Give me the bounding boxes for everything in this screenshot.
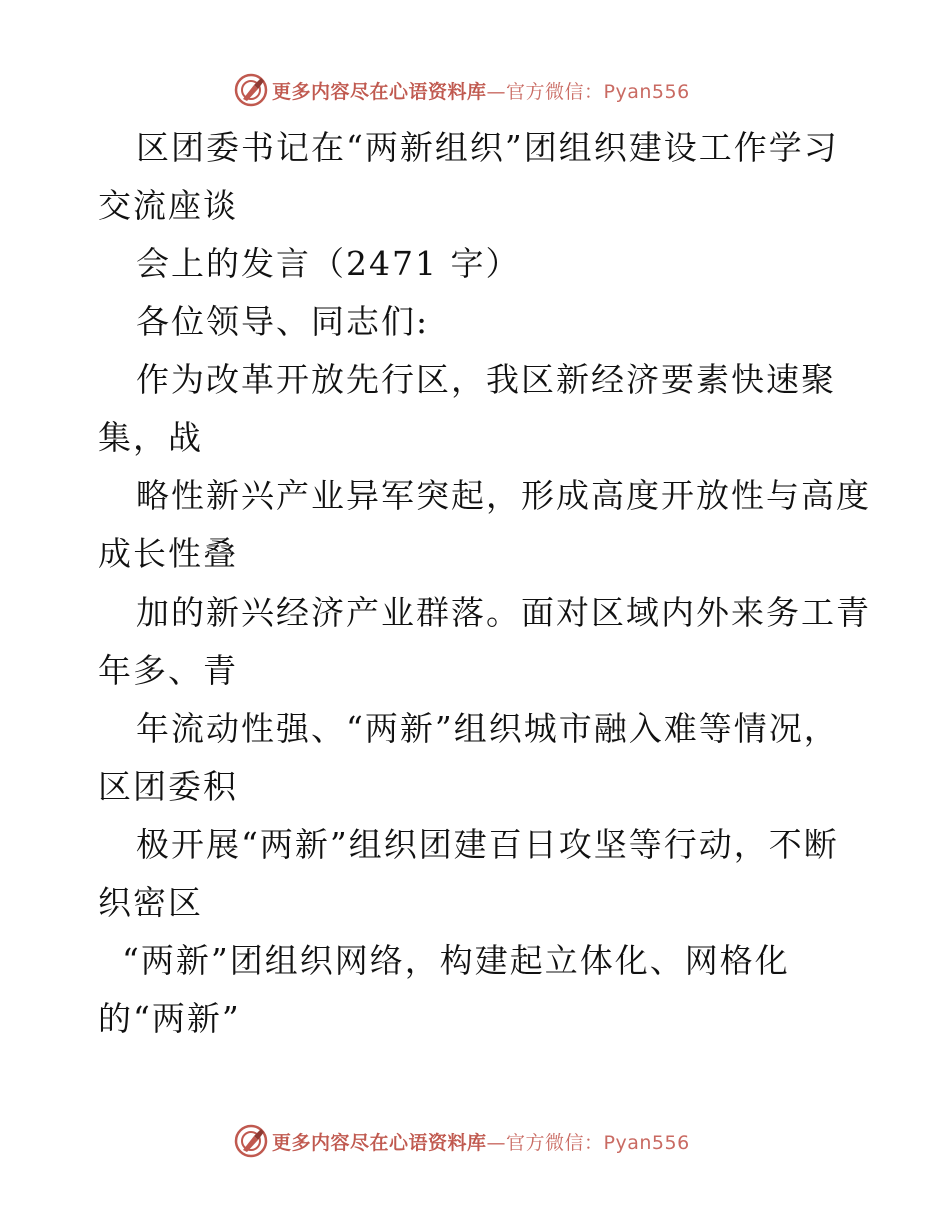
body-line: 略性新兴产业异军突起，形成高度开放性与高度: [136, 476, 871, 515]
header-separator: —: [486, 80, 507, 103]
document-title-line-2: 交流座谈: [98, 186, 238, 225]
body-line: 年流动性强、“两新”组织城市融入难等情况，: [136, 709, 839, 748]
body-line: 织密区: [98, 883, 203, 922]
document-title-line-3: 会上的发言（2471 字）: [136, 244, 521, 283]
footer-brand: 更多内容尽在心语资料库: [272, 1131, 487, 1154]
footer-separator: —: [486, 1131, 507, 1154]
body-line: 的“两新”: [98, 999, 241, 1038]
pen-nib-logo-icon: [234, 73, 268, 107]
footer-banner: [234, 1124, 690, 1158]
body-line: 集，战: [98, 418, 203, 457]
salutation: 各位领导、同志们:: [136, 302, 430, 341]
pen-nib-logo-icon: [234, 1124, 268, 1158]
header-wechat-label: 官方微信：: [506, 80, 604, 103]
footer-wechat-label: 官方微信：: [506, 1131, 604, 1154]
header-brand: 更多内容尽在心语资料库: [272, 80, 487, 103]
body-line: 作为改革开放先行区，我区新经济要素快速聚: [136, 360, 836, 399]
body-line: 区团委积: [98, 767, 238, 806]
body-line: 极开展“两新”组织团建百日攻坚等行动，不断: [136, 825, 839, 864]
header-banner: [234, 73, 690, 107]
header-wechat-id: Pyan556: [603, 80, 690, 103]
footer-wechat-id: Pyan556: [603, 1131, 690, 1154]
header-banner-text: [272, 77, 690, 104]
body-line: 加的新兴经济产业群落。面对区域内外来务工青: [136, 593, 871, 632]
document-title-line-1: 区团委书记在“两新组织”团组织建设工作学习: [136, 128, 839, 167]
body-line: “两新”团组织网络，构建起立体化、网格化: [122, 941, 790, 980]
body-line: 成长性叠: [98, 534, 238, 573]
body-line: 年多、青: [98, 651, 238, 690]
footer-banner-text: [272, 1128, 690, 1155]
